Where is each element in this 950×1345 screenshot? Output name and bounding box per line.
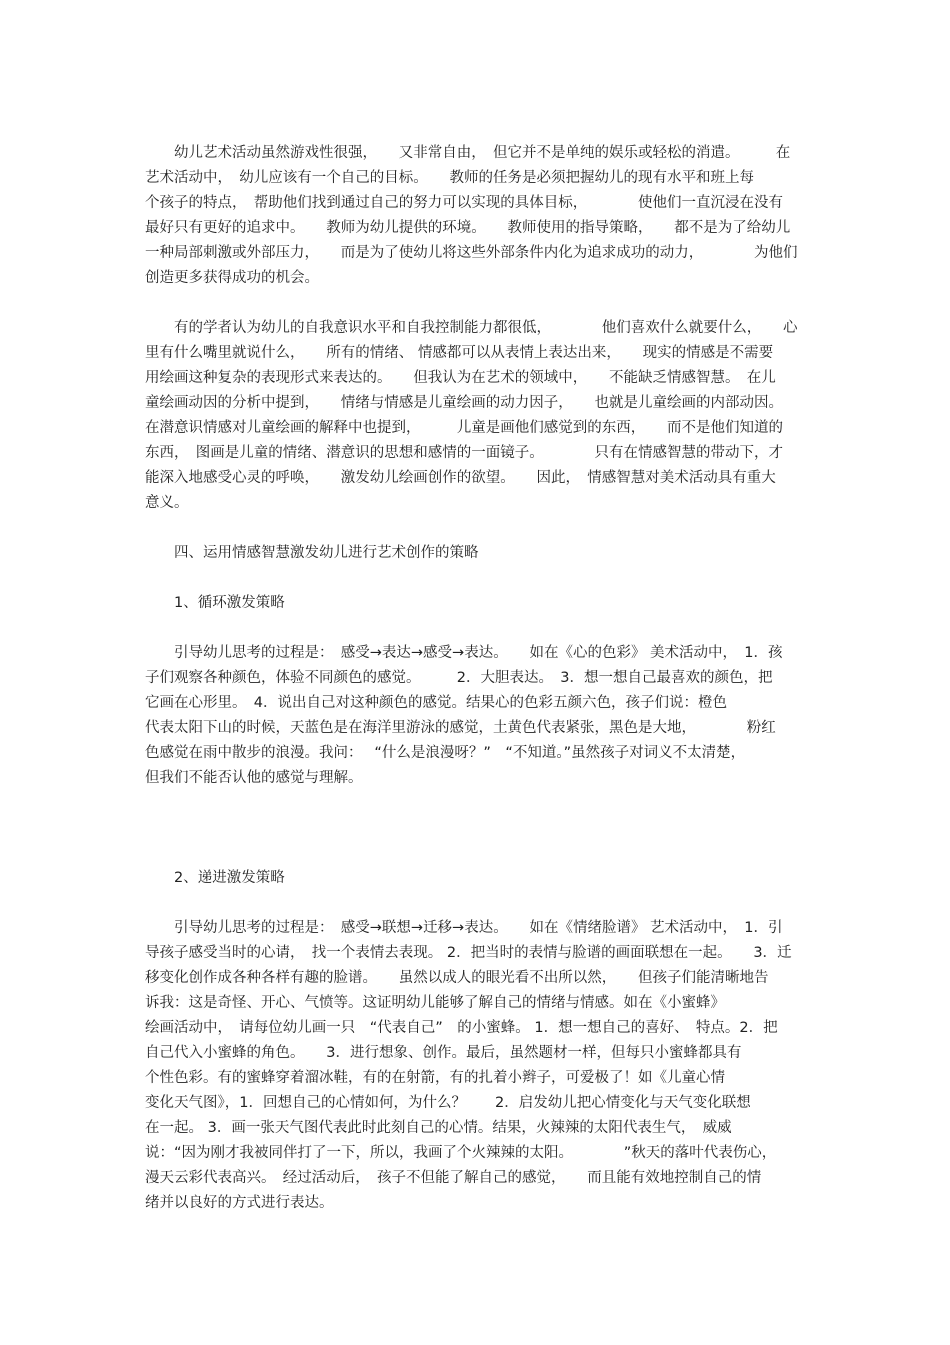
paragraph-line: 绘画活动中， 请每位幼儿画一只 “代表自己” 的小蜜蜂。 1．想一想自己的喜好、 特点。2．把 [145,1020,778,1036]
paragraph-line: 引导幼儿思考的过程是： 感受→表达→感受→表达。 如在《心的色彩》 美术活动中， 1．孩 [145,645,783,661]
paragraph-line: 意义。 [145,495,189,511]
paragraph-line: 在一起。 3．画一张天气图代表此时此刻自己的心情。结果，火辣辣的太阳代表生气， 威威 [145,1120,732,1136]
paragraph-line: 但我们不能否认他的感觉与理解。 [145,770,363,786]
paragraph-line: 它画在心形里。 4．说出自己对这种颜色的感觉。结果心的色彩五颜六色，孩子们说：橙色 [145,695,727,711]
subsection-heading: 1、循环激发策略 [145,595,285,611]
paragraph-line: 自己代入小蜜蜂的角色。 3．进行想象、创作。最后，虽然题材一样，但每只小蜜蜂都具有 [145,1045,742,1061]
paragraph-line: 导孩子感受当时的心请， 找一个表情去表现。 2．把当时的表情与脸谱的画面联想在一起。 3．迁 [145,945,792,961]
paragraph-line: 说：“因为刚才我被同伴打了一下，所以，我画了个火辣辣的太阳。 ”秋天的落叶代表伤心， [145,1145,777,1161]
paragraph-line: 有的学者认为幼儿的自我意识水平和自我控制能力都很低， 他们喜欢什么就要什么， 心 [145,320,798,336]
paragraph-line: 诉我：这是奇怪、开心、气愤等。这证明幼儿能够了解自己的情绪与情感。如在《小蜜蜂》 [145,995,725,1011]
paragraph-line: 个性色彩。有的蜜蜂穿着溜冰鞋，有的在射箭，有的扎着小辫子，可爱极了！如《儿童心情 [145,1070,725,1086]
paragraph-line: 能深入地感受心灵的呼唤， 激发幼儿绘画创作的欲望。 因此， 情感智慧对美术活动具有重大 [145,470,776,486]
paragraph-line: 东西， 图画是儿童的情绪、潜意识的思想和感情的一面镜子。 只有在情感智慧的带动下，才 [145,445,783,461]
subsection-heading: 2、递进激发策略 [145,870,285,886]
paragraph-line: 变化天气图》，1．回想自己的心情如何，为什么？ 2．启发幼儿把心情变化与天气变化联想 [145,1095,751,1111]
paragraph-line: 子们观察各种颜色，体验不同颜色的感觉。 2．大胆表达。 3．想一想自己最喜欢的颜色，把 [145,670,773,686]
paragraph-line: 代表太阳下山的时候，天蓝色是在海洋里游泳的感觉，土黄色代表紧张，黑色是大地， 粉红 [145,720,776,736]
paragraph-line: 在潜意识情感对儿童绘画的解释中也提到， 儿童是画他们感觉到的东西， 而不是他们知道的 [145,420,783,436]
paragraph-line: 童绘画动因的分析中提到， 情绪与情感是儿童绘画的动力因子， 也就是儿童绘画的内部动因。 [145,395,783,411]
paragraph-line: 幼儿艺术活动虽然游戏性很强， 又非常自由， 但它并不是单纯的娱乐或轻松的消遣。 在 [145,145,791,161]
paragraph-line: 用绘画这种复杂的表现形式来表达的。 但我认为在艺术的领域中， 不能缺乏情感智慧。 在儿 [145,370,776,386]
paragraph-line: 个孩子的特点， 帮助他们找到通过自己的努力可以实现的具体目标， 使他们一直沉浸在没有 [145,195,783,211]
paragraph-line: 里有什么嘴里就说什么， 所有的情绪、 情感都可以从表情上表达出来， 现实的情感是不需要 [145,345,774,361]
paragraph-line: 最好只有更好的追求中。 教师为幼儿提供的环境。 教师使用的指导策略， 都不是为了给幼儿 [145,220,791,236]
paragraph-line: 创造更多获得成功的机会。 [145,270,319,286]
paragraph-line: 色感觉在雨中散步的浪漫。我问： “什么是浪漫呀？” “不知道。”虽然孩子对词义不太清楚， [145,745,746,761]
paragraph-line: 绪并以良好的方式进行表达。 [145,1195,334,1211]
paragraph-line: 引导幼儿思考的过程是： 感受→联想→迁移→表达。 如在《情绪脸谱》 艺术活动中， 1．引 [145,920,783,936]
paragraph-line: 漫天云彩代表高兴。 经过活动后， 孩子不但能了解自己的感觉， 而且能有效地控制自己的情 [145,1170,762,1186]
section-heading: 四、运用情感智慧激发幼儿进行艺术创作的策略 [145,545,479,561]
paragraph-line: 移变化创作成各种各样有趣的脸谱。 虽然以成人的眼光看不出所以然， 但孩子们能清晰地告 [145,970,769,986]
paragraph-line: 艺术活动中， 幼儿应该有一个自己的目标。 教师的任务是必须把握幼儿的现有水平和班上每 [145,170,754,186]
paragraph-line: 一种局部刺激或外部压力， 而是为了使幼儿将这些外部条件内化为追求成功的动力， 为他们 [145,245,798,261]
